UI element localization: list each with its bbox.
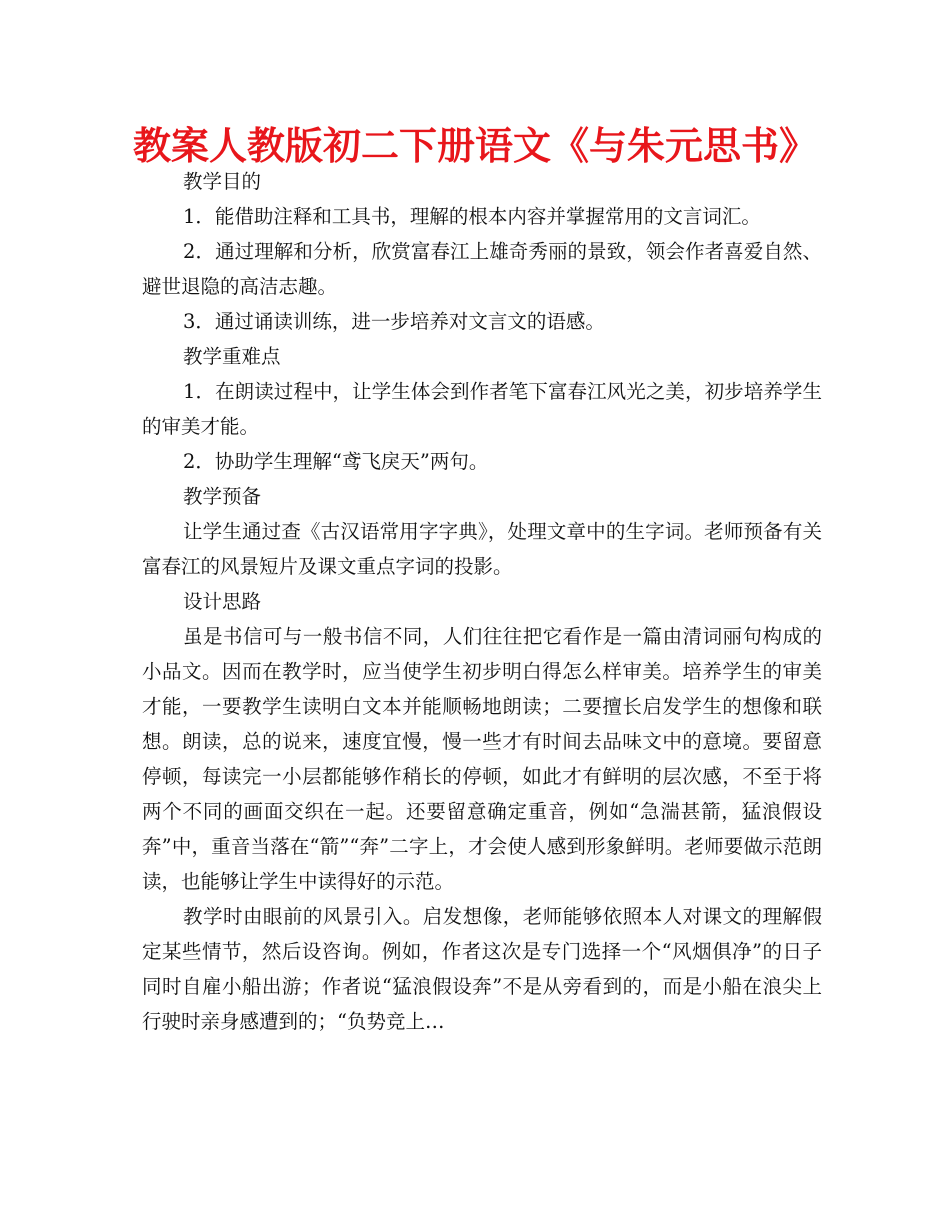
section-heading: 教学目的: [183, 170, 262, 193]
section-heading: 教学重难点: [183, 345, 281, 368]
paragraph: 教学时由眼前的风景引入。启发想像，老师能够依照本人对课文的理解假定某些情节，然后设咨询。例如，作者这次是专门选择一个“风烟俱净”的日子同时自雇小船出游；作者说“猛浪假设奔”不是从旁看到的，而是小船在浪尖上行驶时亲身感遭到的；“负势竞上…: [142, 905, 822, 1033]
paragraph: 让学生通过查《古汉语常用字字典》，处理文章中的生字词。老师预备有关富春江的风景短片及课文重点字词的投影。: [142, 520, 822, 578]
paragraph: 虽是书信可与一般书信不同，人们往往把它看作是一篇由清词丽句构成的小品文。因而在教学时，应当使学生初步明白得怎么样审美。培养学生的审美才能，一要教学生读明白文本并能顺畅地朗读；二要擅长启发学生的想像和联想。朗读，总的说来，速度宜慢，慢一些才有时间去品味文中的意境。要留意停顿，每读完一小层都能够作稍长的停顿，如此才有鲜明的层次感，不至于将两个不同的画面交织在一起。还要留意确定重音，例如“急湍甚箭，猛浪假设奔”中，重音当落在“箭”“奔”二字上，才会使人感到形象鲜明。老师要做示范朗读，也能够让学生中读得好的示范。: [142, 625, 822, 893]
paragraph: 2．协助学生理解“鸢飞戾天”两句。: [183, 450, 489, 473]
document-title: 教案人教版初二下册语文《与朱元思书》: [132, 124, 817, 168]
paragraph: 1．在朗读过程中，让学生体会到作者笔下富春江风光之美，初步培养学生的审美才能。: [142, 380, 822, 438]
paragraph: 2．通过理解和分析，欣赏富春江上雄奇秀丽的景致，领会作者喜爱自然、避世退隐的高洁志趣。: [142, 240, 822, 298]
paragraph: 1．能借助注释和工具书，理解的根本内容并掌握常用的文言词汇。: [183, 205, 761, 228]
paragraph: 3．通过诵读训练，进一步培养对文言文的语感。: [183, 310, 605, 333]
section-heading: 教学预备: [183, 485, 262, 508]
document-body: [142, 164, 822, 1039]
section-heading: 设计思路: [183, 590, 262, 613]
